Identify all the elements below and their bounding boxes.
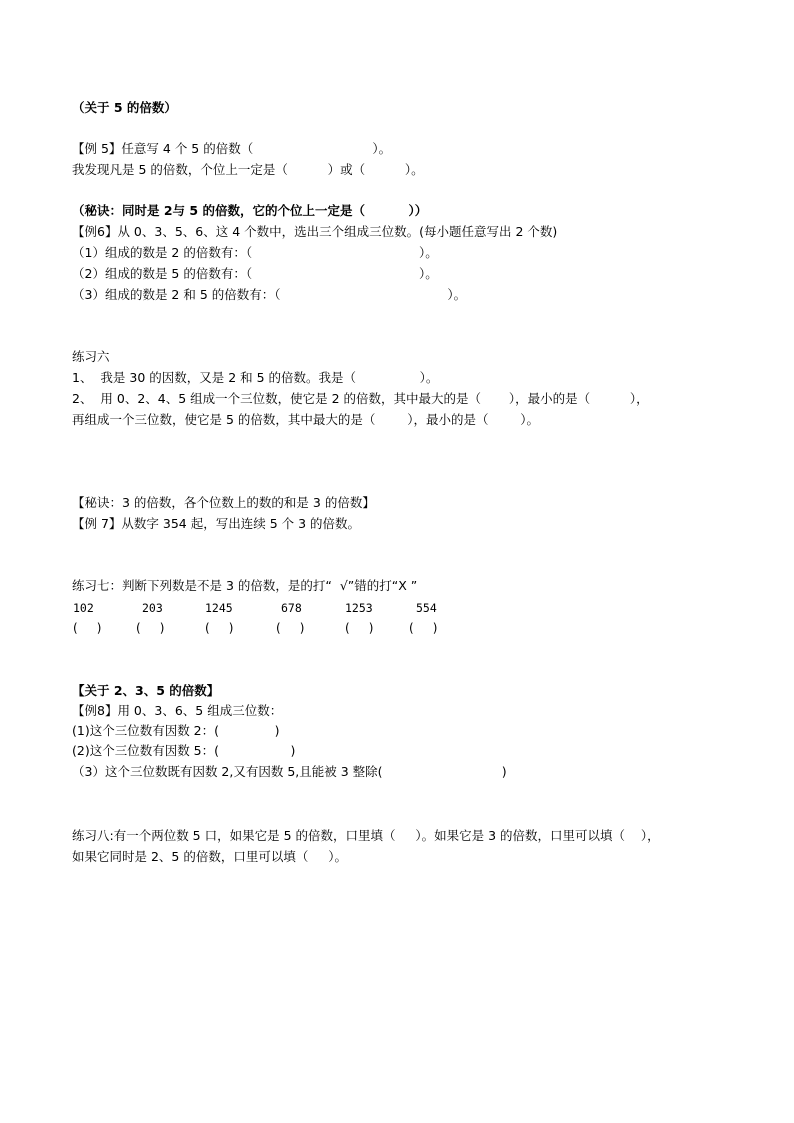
- tip-multiples-of-3: 【秘诀：3 的倍数，各个位数上的数的和是 3 的倍数】: [72, 495, 375, 510]
- answer-blank[interactable]: ( ): [345, 621, 374, 635]
- practice-6-question-2-continued: 再组成一个三位数，使它是 5 的倍数，其中最大的是（ ），最小的是（ ）。: [72, 412, 539, 427]
- answer-blank[interactable]: ( ): [205, 621, 234, 635]
- number-item: 678: [281, 601, 302, 615]
- example-8-question-1: (1)这个三位数有因数 2：( ): [72, 723, 280, 738]
- example-8-question-3: （3）这个三位数既有因数 2,又有因数 5,且能被 3 整除( ): [72, 764, 507, 779]
- practice-7-title: 练习七：判断下列数是不是 3 的倍数，是的打“ √”错的打“X ”: [72, 578, 418, 593]
- number-item: 554: [416, 601, 437, 615]
- answer-blank[interactable]: ( ): [73, 621, 102, 635]
- example-8-line: 【例8】用 0、3、6、5 组成三位数：: [72, 703, 283, 718]
- number-item: 1245: [205, 601, 233, 615]
- example-5-observation: 我发现凡是 5 的倍数，个位上一定是（ ）或（ ）。: [72, 162, 424, 177]
- example-6-question-2: （2）组成的数是 5 的倍数有：（ ）。: [72, 266, 438, 281]
- example-7-line: 【例 7】从数字 354 起，写出连续 5 个 3 的倍数。: [72, 516, 361, 531]
- example-5-line: 【例 5】任意写 4 个 5 的倍数（ ）。: [72, 141, 392, 156]
- number-item: 102: [73, 601, 94, 615]
- answer-blank[interactable]: ( ): [276, 621, 305, 635]
- answer-blank[interactable]: ( ): [136, 621, 165, 635]
- answer-blank[interactable]: ( ): [409, 621, 438, 635]
- number-item: 203: [142, 601, 163, 615]
- practice-6-question-1: 1、 我是 30 的因数，又是 2 和 5 的倍数。我是（ ）。: [72, 370, 439, 385]
- section-heading-multiples-of-2-3-5: 【关于 2、3、5 的倍数】: [72, 683, 220, 698]
- practice-6-question-2: 2、 用 0、2、4、5 组成一个三位数，使它是 2 的倍数，其中最大的是（ ），最小的是（ ），: [72, 391, 649, 406]
- example-8-question-2: (2)这个三位数有因数 5：( ): [72, 743, 296, 758]
- example-6-question-3: （3）组成的数是 2 和 5 的倍数有：（ ）。: [72, 287, 467, 302]
- practice-8-line-1: 练习八:有一个两位数 5 口，如果它是 5 的倍数，口里填（ ）。如果它是 3 的倍数，口里可以填（ ），: [72, 828, 660, 843]
- section-heading-multiples-of-5: （关于 5 的倍数）: [72, 100, 177, 115]
- number-item: 1253: [345, 601, 373, 615]
- practice-8-line-2: 如果它同时是 2、5 的倍数，口里可以填（ ）。: [72, 849, 347, 864]
- example-6-line: 【例6】从 0、3、5、6、这 4 个数中，选出三个组成三位数。(每小题任意写出 2 个数): [72, 224, 558, 239]
- example-6-question-1: （1）组成的数是 2 的倍数有：（ ）。: [72, 245, 438, 260]
- tip-multiples-of-2-and-5: （秘诀：同时是 2与 5 的倍数，它的个位上一定是（ ））: [72, 203, 428, 218]
- practice-6-title: 练习六: [72, 349, 110, 364]
